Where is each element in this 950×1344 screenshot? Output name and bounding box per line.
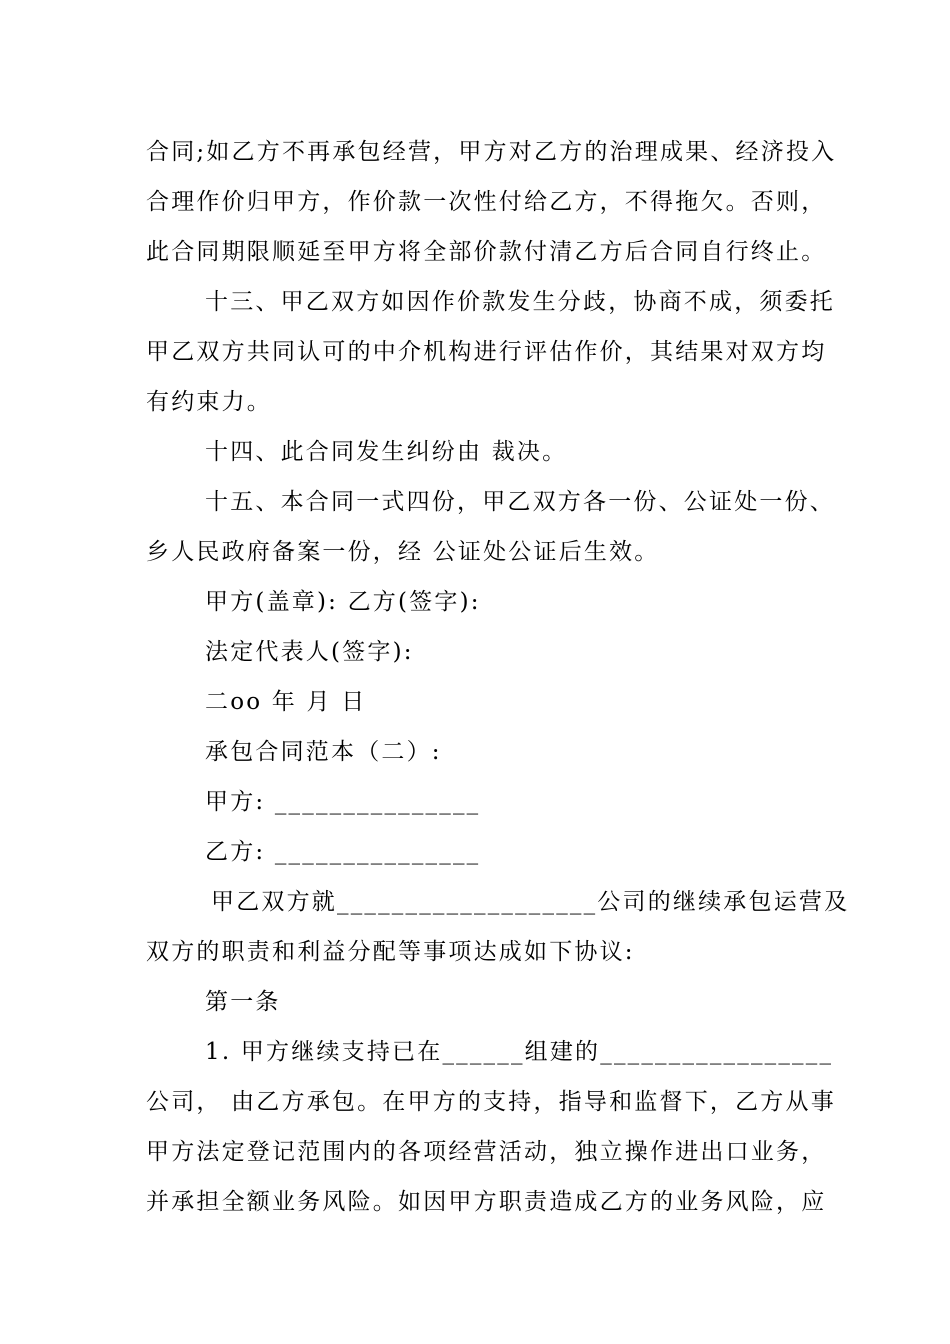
section-title: 承包合同范本（二）: xyxy=(205,739,442,765)
party-a-field: 甲方: _______________ xyxy=(205,789,481,815)
paragraph-line: 合理作价归甲方，作价款一次性付给乙方，不得拖欠。否则， xyxy=(146,189,827,215)
signature-line-representative: 法定代表人(签字): xyxy=(205,639,414,665)
paragraph-line: 此合同期限顺延至甲方将全部价款付清乙方后合同自行终止。 xyxy=(146,239,827,265)
paragraph-line: 合同;如乙方不再承包经营，甲方对乙方的治理成果、经济投入 xyxy=(146,139,837,165)
clause-14-line: 十四、此合同发生纠纷由 裁决。 xyxy=(205,439,568,465)
paragraph-line: 乡人民政府备案一份，经 公证处公证后生效。 xyxy=(146,539,660,565)
signature-line-parties: 甲方(盖章): 乙方(签字): xyxy=(205,589,481,615)
article-heading: 第一条 xyxy=(205,989,281,1015)
paragraph-line: 有约束力。 xyxy=(146,389,272,415)
paragraph-line: 公司， 由乙方承包。在甲方的支持，指导和监督下，乙方从事 xyxy=(146,1089,836,1115)
paragraph-line: 甲乙双方共同认可的中介机构进行评估作价，其结果对双方均 xyxy=(146,339,827,365)
paragraph-line: 双方的职责和利益分配等事项达成如下协议: xyxy=(146,939,635,965)
article-item-1-line: 1. 甲方继续支持已在______组建的_________________ xyxy=(205,1039,834,1065)
agreement-intro-line: 甲乙双方就___________________公司的继续承包运营及 xyxy=(211,889,850,915)
clause-13-line: 十三、甲乙双方如因作价款发生分歧，协商不成，须委托 xyxy=(205,289,835,315)
date-line: 二oo 年 月 日 xyxy=(205,689,367,715)
clause-15-line: 十五、本合同一式四份，甲乙双方各一份、公证处一份、 xyxy=(205,489,835,515)
party-b-field: 乙方: _______________ xyxy=(205,839,481,865)
paragraph-line: 甲方法定登记范围内的各项经营活动，独立操作进出口业务， xyxy=(146,1139,827,1165)
paragraph-line: 并承担全额业务风险。如因甲方职责造成乙方的业务风险，应 xyxy=(146,1189,827,1215)
